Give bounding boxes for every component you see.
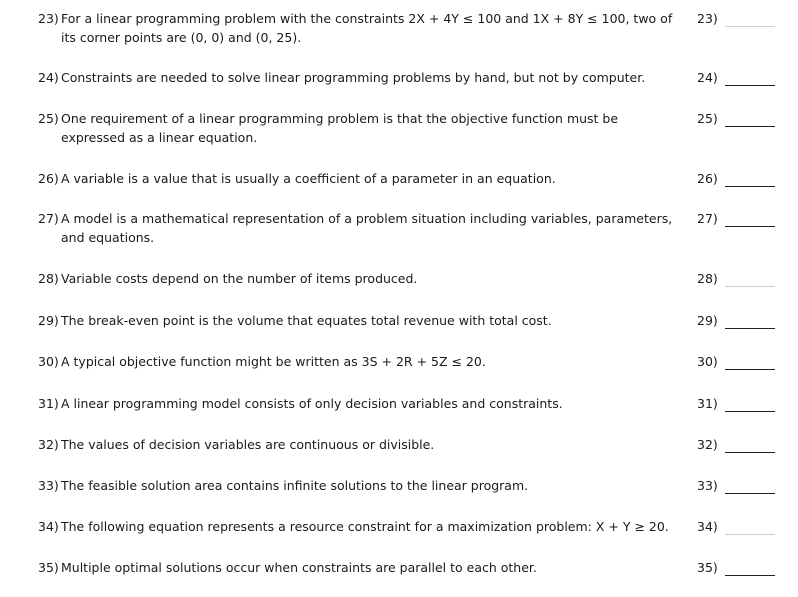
question-text: For a linear programming problem with the constraints 2X + 4Y ≤ 100 and 1X + 8Y ≤ 100, two of its corner points are (0, 0) and (0, 25). xyxy=(61,11,673,45)
answer-blank[interactable] xyxy=(725,369,775,370)
question-number: 35) xyxy=(38,560,59,575)
question-number: 33) xyxy=(38,478,59,493)
answer-number: 29) xyxy=(697,313,718,328)
question-number: 24) xyxy=(38,70,59,85)
question-number: 28) xyxy=(38,271,59,286)
question-text: The break-even point is the volume that equates total revenue with total cost. xyxy=(61,313,552,328)
answer-blank[interactable] xyxy=(725,26,775,27)
question-text: The following equation represents a resource constraint for a maximization problem: X + Y ≥ 20. xyxy=(61,519,669,534)
answer-number: 34) xyxy=(697,519,718,534)
answer-number: 33) xyxy=(697,478,718,493)
answer-blank[interactable] xyxy=(725,286,775,287)
question-number: 30) xyxy=(38,354,59,369)
answer-blank[interactable] xyxy=(725,328,775,329)
question-text: Variable costs depend on the number of items produced. xyxy=(61,271,418,286)
question-number: 25) xyxy=(38,111,59,126)
answer-number: 27) xyxy=(697,211,718,226)
answer-number: 26) xyxy=(697,171,718,186)
question-number: 31) xyxy=(38,396,59,411)
answer-number: 23) xyxy=(697,11,718,26)
answer-blank[interactable] xyxy=(725,411,775,412)
question-number: 32) xyxy=(38,437,59,452)
answer-number: 32) xyxy=(697,437,718,452)
answer-blank[interactable] xyxy=(725,575,775,576)
answer-blank[interactable] xyxy=(725,534,775,535)
answer-number: 25) xyxy=(697,111,718,126)
question-text: A model is a mathematical representation of a problem situation including variables, parameters, and equations. xyxy=(61,211,673,245)
question-number: 23) xyxy=(38,11,59,26)
question-text: A linear programming model consists of only decision variables and constraints. xyxy=(61,396,563,411)
answer-blank[interactable] xyxy=(725,186,775,187)
answer-number: 30) xyxy=(697,354,718,369)
answer-number: 24) xyxy=(697,70,718,85)
answer-number: 35) xyxy=(697,560,718,575)
question-text: Multiple optimal solutions occur when constraints are parallel to each other. xyxy=(61,560,537,575)
answer-blank[interactable] xyxy=(725,452,775,453)
question-text: Constraints are needed to solve linear programming problems by hand, but not by computer. xyxy=(61,70,646,85)
question-text: The feasible solution area contains infinite solutions to the linear program. xyxy=(61,478,529,493)
question-number: 34) xyxy=(38,519,59,534)
answer-blank[interactable] xyxy=(725,85,775,86)
question-number: 29) xyxy=(38,313,59,328)
answer-number: 28) xyxy=(697,271,718,286)
answer-blank[interactable] xyxy=(725,126,775,127)
answer-blank[interactable] xyxy=(725,226,775,227)
question-number: 27) xyxy=(38,211,59,226)
question-text: A typical objective function might be written as 3S + 2R + 5Z ≤ 20. xyxy=(61,354,486,369)
question-text: One requirement of a linear programming problem is that the objective function must be expressed as a linear equation. xyxy=(61,111,619,145)
question-number: 26) xyxy=(38,171,59,186)
answer-blank[interactable] xyxy=(725,493,775,494)
question-text: A variable is a value that is usually a coefficient of a parameter in an equation. xyxy=(61,171,556,186)
question-text: The values of decision variables are continuous or divisible. xyxy=(61,437,435,452)
answer-number: 31) xyxy=(697,396,718,411)
